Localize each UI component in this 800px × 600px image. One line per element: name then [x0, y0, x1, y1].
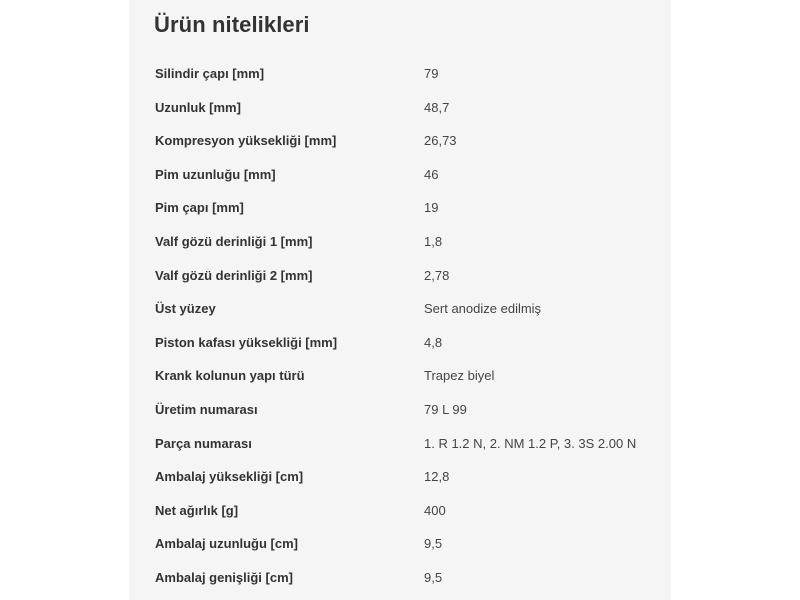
spec-label: Piston kafası yüksekliği [mm] [155, 334, 338, 350]
spec-label: Valf gözü derinliği 1 [mm] [155, 233, 313, 249]
spec-table [129, 57, 671, 595]
spec-row [129, 91, 671, 125]
spec-label: Valf gözü derinliği 2 [mm] [155, 267, 313, 283]
spec-value: 79 [424, 66, 439, 81]
spec-value: 48,7 [424, 99, 450, 115]
spec-label: Üst yüzey [155, 301, 216, 317]
spec-row [129, 57, 671, 91]
section-title: Ürün nitelikleri [154, 12, 310, 37]
spec-row [129, 225, 671, 259]
spec-value: 19 [424, 200, 439, 216]
spec-row [129, 494, 671, 528]
spec-label: Pim çapı [mm] [155, 200, 244, 216]
spec-label: Net ağırlık [g] [155, 502, 239, 518]
spec-row [129, 393, 671, 427]
spec-row [129, 191, 671, 225]
spec-value: 79 L 99 [424, 401, 467, 417]
spec-value: 26,73 [424, 133, 457, 149]
spec-row [129, 527, 671, 561]
spec-row [129, 158, 671, 192]
spec-value: Sert anodize edilmiş [424, 301, 542, 317]
spec-label: Krank kolunun yapı türü [155, 368, 305, 384]
spec-row [129, 460, 671, 494]
spec-label: Pim uzunluğu [mm] [155, 166, 276, 182]
spec-row [129, 561, 671, 595]
spec-label: Ambalaj yüksekliği [cm] [155, 469, 304, 485]
spec-row [129, 359, 671, 393]
spec-value: Trapez biyel [424, 368, 495, 384]
spec-row [129, 292, 671, 326]
product-attributes-panel [129, 0, 671, 600]
spec-value: 2,78 [424, 267, 450, 283]
spec-value: 9,5 [424, 569, 443, 585]
spec-row [129, 259, 671, 293]
spec-label: Kompresyon yüksekliği [mm] [155, 133, 337, 149]
spec-value: 1,8 [424, 233, 443, 249]
spec-label: Silindir çapı [mm] [155, 66, 265, 81]
spec-row [129, 124, 671, 158]
spec-value: 9,5 [424, 536, 443, 552]
spec-value: 400 [424, 502, 446, 518]
spec-label: Ambalaj genişliği [cm] [155, 569, 293, 585]
spec-label: Parça numarası [155, 435, 252, 451]
spec-row [129, 427, 671, 461]
spec-value: 46 [424, 166, 439, 182]
spec-label: Ambalaj uzunluğu [cm] [155, 536, 298, 552]
spec-label: Üretim numarası [155, 401, 258, 417]
spec-value: 12,8 [424, 469, 450, 485]
spec-label: Uzunluk [mm] [155, 99, 241, 115]
spec-value: 4,8 [424, 334, 443, 350]
spec-value: 1. R 1.2 N, 2. NM 1.2 P, 3. 3S 2.00 N [424, 435, 637, 451]
spec-row [129, 326, 671, 360]
